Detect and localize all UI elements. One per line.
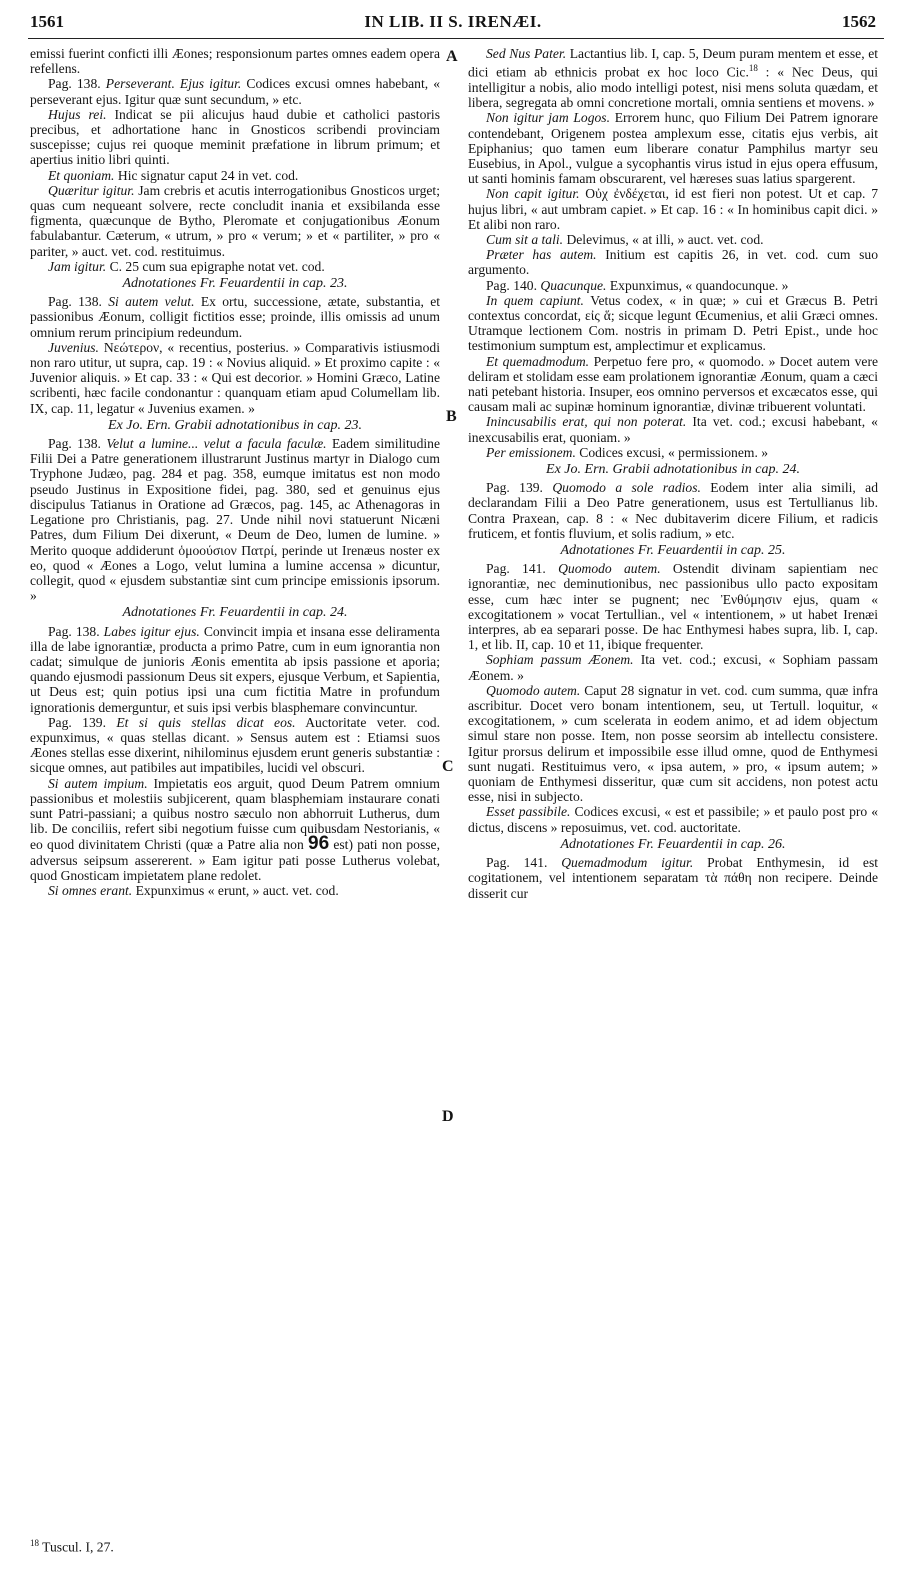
paragraph: Pag. 140. Quacunque. Expunximus, « quandocunque. » — [486, 277, 789, 293]
section-heading: Adnotationes Fr. Feuardentii in cap. 24. — [122, 605, 348, 621]
paragraph: Si autem impium. Impietatis eos arguit, quod Deum Patrem omnium passionibus et molestiis subjicerent, quam blasphemiam instaurare conati sunt Patri-passiani; a quibus nostro sæculo non abhorruit Lutherus, dum lib. De conciliis, refert sibi negotium fuisse cum quibusdam Nestorianis, « eo quod divinitatem Christi (quæ a Patre alia non 96 est) pati non posse, adversus seipsum assererent. » Eam igitur pati posse Lutherus volebat, quod Gnosticam impietatem plane redolet. — [30, 775, 440, 883]
column-number-left: 1561 — [30, 12, 64, 31]
paragraph: Per emissionem. Codices excusi, « permissionem. » — [486, 444, 769, 460]
paragraph: Et quemadmodum. Perpetuo fere pro, « quomodo. » Docet autem vere deliram et stolidam esse eam prolationem ignorantiæ Æonum, quam a cæci nati petebant historia. Insuper, eos omnino perversos et excæcatos esse, qui causam mali ac supinæ hominum ignorantiæ, divinæ tribuerent voluntati. — [468, 353, 878, 415]
paragraph: Cum sit a tali. Delevimus, « at illi, » auct. vet. cod. — [486, 231, 764, 247]
section-heading: Ex Jo. Ern. Grabii adnotationibus in cap. 23. — [108, 417, 362, 433]
paragraph: Pag. 139. Et si quis stellas dicat eos. Auctoritate veter. cod. expunximus, « quas stellas dicant. » Sensus autem est : Etiamsi suos Æones stellas esse dixerint, nihilominus ejusdem erunt generis substantiæ : sicque omnes, aut patibiles aut impatibiles, lucidi vel obscuri. — [30, 714, 440, 776]
margin-letter-c: C — [442, 758, 454, 775]
paragraph: Inincusabilis erat, qui non poterat. Ita vet. cod.; excusi habebant, « inexcusabilis erat, quoniam. » — [468, 414, 878, 445]
paragraph: Juvenius. Νεώτερον, « recentius, posterius. » Comparativis istiusmodi non raro utitur, ut supra, cap. 19 : « Novius aliquid. » Et proximo capite : « Juvenior aliquis. » Et cap. 33 : « Qui est decorior. » Homini Græco, Latine scribenti, hæc facile condonantur : quanquam etiam apud Columellam lib. IX, cap. 11, legatur « Juvenius examen. » — [30, 339, 440, 416]
running-title: IN LIB. II S. IRENÆI. — [364, 12, 542, 31]
section-heading: Adnotationes Fr. Feuardentii in cap. 25. — [560, 543, 786, 559]
section-heading: Adnotationes Fr. Feuardentii in cap. 26. — [560, 836, 786, 852]
footnote-text: Tuscul. I, 27. — [42, 1539, 114, 1555]
paragraph: Esset passibile. Codices excusi, « est et passibile; » et paulo post pro « dictus, discens » reposuimus, vet. cod. auctoritate. — [468, 804, 878, 835]
column-number-right: 1562 — [842, 12, 876, 31]
paragraph: Pag. 138. Labes igitur ejus. Convincit impia et insana esse deliramenta illa de labe ignorantiæ, producta a primo Patre, cum in eum ignorantia non cadat; simulque de junioris Æonis ementita ab ipsis passione et aporia; quando ejusmodi passionum Deus sit expers, ejusque Verbum, et Sapientia, ut Deus est; quin potius ipsi una cum fictitia Matre in profundum ignorationis demerguntur, et suis ipsi verbis blasphemare convincuntur. — [30, 623, 440, 715]
section-heading: Adnotationes Fr. Feuardentii in cap. 23. — [122, 276, 348, 292]
paragraph: Pag. 138. Si autem velut. Ex ortu, successione, ætate, substantia, et passionibus Æonum, colligit fictitios esse; proinde, illis omissis ad unum omnium rerum principium redeundum. — [30, 294, 441, 340]
paragraph: Jam igitur. C. 25 cum sua epigraphe notat vet. cod. — [48, 258, 325, 274]
paragraph: Non igitur jam Logos. Errorem hunc, quo Filium Dei Patrem ignorare contendebant, Origenem postea amplexum esse, citatis ejus verbis, ait Epiphanius; quo tamen eum liberare conatur Pamphilus martyr seu Eusebius, in Apol., vulgue a sycophantis virus istud in ejus opera effusum, ut santi hominis famam obscurarent, vel hæreses suas latius spargerent. — [468, 110, 879, 187]
running-header — [14, 6, 892, 34]
paragraph: Si omnes erant. Expunximus « erunt, » auct. vet. cod. — [48, 882, 339, 898]
margin-letter-a: A — [446, 48, 458, 65]
paragraph: Pag. 139. Quomodo a sole radios. Eodem inter alia simili, ad declarandam Filii a Deo Patre generationem, usus est Tertullianus lib. Contra Praxean, cap. 8 : « Nec dubitaverim dicere Filium, et radicis fruticem, et fontis fluvium, et solis radium, » etc. — [468, 480, 878, 541]
footnote — [30, 1538, 114, 1556]
paragraph: Quæritur igitur. Jam crebris et acutis interrogationibus Gnosticos urget; quas cum nequeant solvere, recte concludit inania et exsibilanda esse figmenta, quæcunque de Bytho, Pleromate et conjugationibus Æonum fabulabantur. Cæterum, « utrum, » pro « verum; » et « partiliter, » pro « pariter, » auct. vet. cod. restituimus. — [30, 182, 440, 259]
footnote-ref: 18 — [748, 63, 758, 74]
left-column — [30, 46, 440, 898]
paragraph: Et quoniam. Hic signatur caput 24 in vet. cod. — [48, 167, 299, 183]
page-number: 96 — [308, 833, 330, 855]
paragraph: Pag. 141. Quomodo autem. Ostendit divinam sapientiam nec ignorantiæ, nec deminutionibus, nec passionibus ullo pacto expositam esse, cum hæc inter se pugnent; nec Ἐνθύμησιν ejus, quam « excogitationem » vocat Tertullian., vel « intentionem, » ut habet Irenæi interpres, ab ea separari posse. De hac Enthymesi habes supra, lib. I, cap. 1, et lib. II, cap. 10 et 11, ibique frequenter. — [468, 561, 879, 653]
paragraph: Sophiam passum Æonem. Ita vet. cod.; excusi, « Sophiam passam Æonem. » — [468, 652, 879, 683]
paragraph: emissi fuerint conficti illi Æones; responsionum partes omnes eadem opera refellens. — [30, 46, 440, 77]
right-column — [468, 46, 878, 901]
paragraph: Hujus rei. Indicat se pii alicujus haud dubie et catholici pastoris precibus, et adhortatione hanc in Gnosticos scribendi provinciam suscepisse; cujus rei quoque meminit præfatione in librum primum; et apertius initio libri quinti. — [30, 106, 440, 168]
margin-letter-b: B — [446, 408, 457, 425]
footnote-number: 18 — [30, 1538, 39, 1548]
margin-letter-d: D — [442, 1108, 454, 1125]
paragraph: Præter has autem. Initium est capitis 26, in vet. cod. cum suo argumento. — [468, 247, 879, 278]
section-heading: Ex Jo. Ern. Grabii adnotationibus in cap. 24. — [546, 462, 800, 478]
paragraph: Pag. 138. Velut a lumine... velut a facula faculæ. Eadem similitudine Filii Dei a Patre generationem illustrarunt Justinus martyr in Dialogo cum Tryphone Judæo, pag. 284 et pag. 358, eumque imitatus est non modo pseudo Justinus in Expositione fidei, pag. 380, sed et genuinus ejus discipulus Tatianus in Oratione ad Græcos, pag. 145, ac Athenagoras in Legatione pro Christianis, pag. 27. Unde nihil novi statuerunt Nicæni Patres, dum Filium Dei dixerunt, « Deum de Deo, lumen de lumine. » Merito quoque addiderunt ὁμοούσιον Πατρί, perinde ut Irenæus noster ex eo, quod « Æones a Logo, velut lumina a lumine accensa » dicuntur, collegit, quod « ejusdem substantiæ sint cum principe emissionis ipsorum. » — [30, 436, 440, 604]
paragraph: Pag. 138. Perseverant. Ejus igitur. Codices excusi omnes habebant, « perseverant ejus. Igitur quæ sunt secundum, » etc. — [30, 76, 441, 107]
paragraph: Non capit igitur. Οὐχ ἐνδέχεται, id est fieri non potest. Ut et cap. 7 hujus libri, « aut umbram capiet. » Et cap. 16 : « In hominibus capit dici. » Et alibi non raro. — [468, 186, 878, 232]
paragraph: Quomodo autem. Caput 28 signatur in vet. cod. cum summa, quæ infra ascribitur. Docet vero bonam intentionem, seu, ut Tertull. loquitur, « excogitationem, » cum scelerata in eodem animo, et ad idem objectum simul stare non posse. Item, non posse seorsim ab intellectu consistere. Igitur prorsus delirum et impossibile esse illud omne, quod de Enthymesi sunt nugati. Restituimus vero, « ipsa autem, » pro, « ipsum autem; » quoniam de Enthymesi disseritur, quæ cum sit accidens, non potest actu esse, nisi in subjecto. — [468, 682, 878, 805]
paragraph: Sed Nus Pater. Lactantius lib. I, cap. 5, Deum puram mentem et esse, et dici etiam ab ethnicis probat ex hoc loco Cic.$^{18}$ : « Nec Deus, qui intelligitur a nobis, alio modo intelligi potest, nisi mens soluta quædam, et libera, segregata ab omni concretione mortali, omnia sentiens et movens. » — [468, 46, 879, 111]
paragraph: Pag. 141. Quemadmodum igitur. Probat Enthymesin, id est cogitationem, vel intentionem separatam τὰ πάθη non recipere. Deinde disserit cur — [468, 855, 879, 901]
header-rule — [28, 38, 884, 39]
paragraph: In quem capiunt. Vetus codex, « in quæ; » cui et Græcus B. Petri contextus concordat, εἰς ἅ; sicque legunt Œcumenius, et alii Græci omnes. Utramque lectionem Com. nostris in primam D. Petri Epist., unde hoc testimonium sumptum est, amplectimur et explicamus. — [468, 292, 878, 354]
